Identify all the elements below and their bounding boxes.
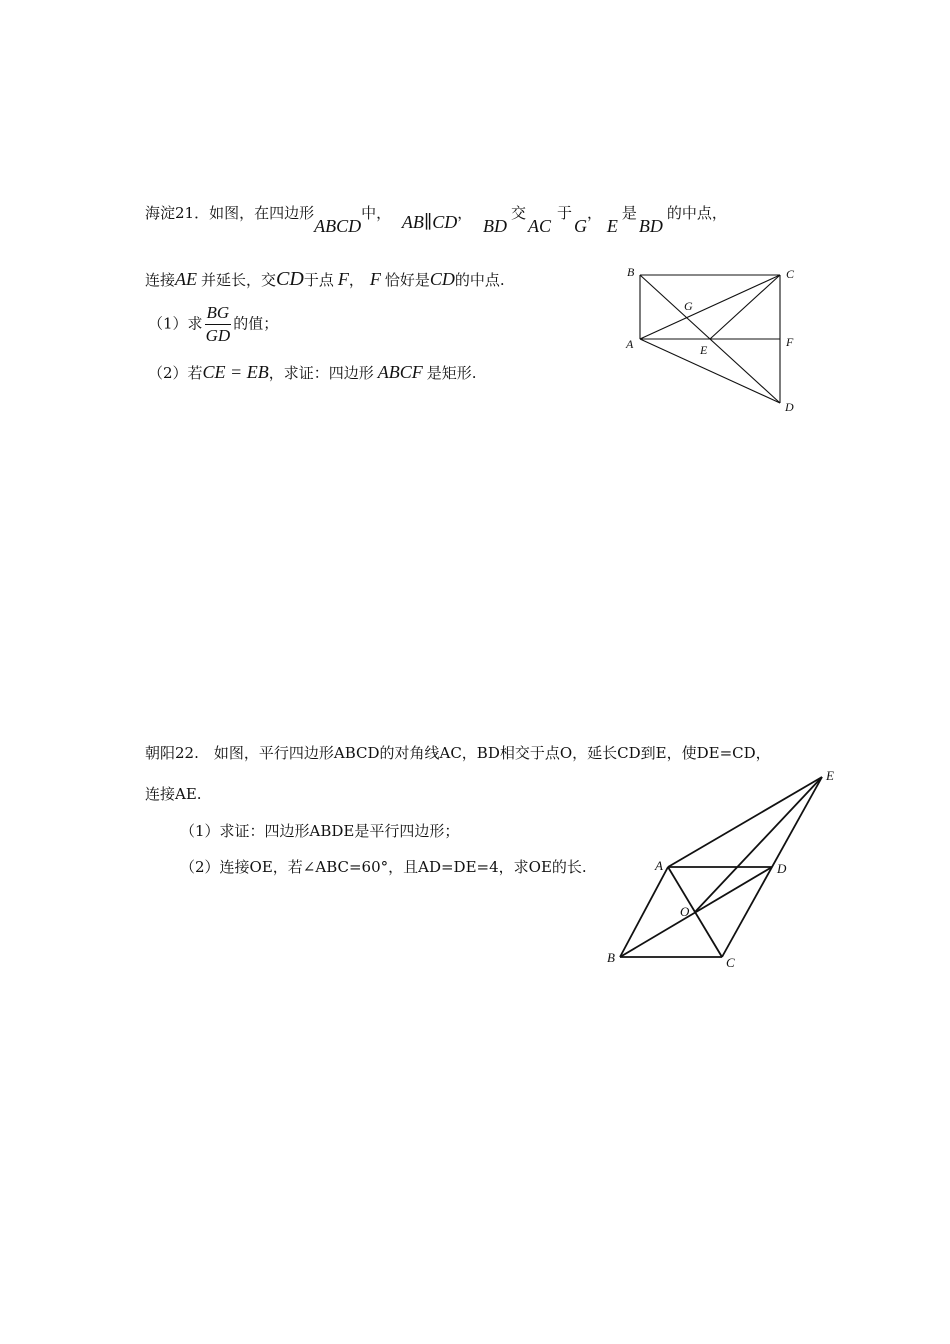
ae-label: AE [175, 269, 198, 289]
label-g: G [684, 299, 693, 313]
ab-parallel-cd: AB∥CD [401, 212, 458, 232]
q2-suffix: 是矩形. [426, 364, 477, 382]
problem1-question2 [148, 362, 476, 383]
label-o: O [680, 904, 690, 919]
problem2-line1: 朝阳22. 如图，平行四边形ABCD的对角线AC，BD相交于点O，延长CD到E，使DE=CD， [145, 744, 771, 762]
label-d: D [785, 400, 794, 414]
label-a: A [655, 858, 663, 873]
problem1-line1 [145, 202, 727, 236]
text-lianjie: 连接 [145, 271, 176, 289]
comma: ， [348, 271, 364, 289]
text-extend: 并延长，交 [201, 271, 277, 289]
segment-bd [640, 275, 780, 403]
segment-bd [620, 867, 772, 957]
label-e: E [700, 343, 708, 357]
quad-abcd: ABCD [314, 216, 362, 236]
label-d: D [777, 861, 787, 876]
q2-prefix: （2）若 [148, 364, 203, 382]
segment-ce [722, 777, 822, 957]
comma: ， [457, 204, 473, 222]
problem1-line2 [145, 268, 505, 291]
segment-oe [695, 777, 822, 912]
f-label: F [337, 269, 349, 289]
text-yudian: 于点 [303, 271, 334, 289]
e-label: E [606, 216, 618, 236]
segment-ad [640, 339, 780, 403]
segment-ab [620, 867, 668, 957]
text-midpoint-2: 的中点. [454, 271, 505, 289]
quad-abcf: ABCF [377, 362, 423, 382]
fraction-bg-gd [205, 302, 232, 347]
segment-ac [640, 275, 780, 339]
bd-label-2: BD [638, 216, 663, 236]
label-f: F [786, 335, 794, 349]
problem2-question1: （1）求证：四边形ABDE是平行四边形； [180, 822, 460, 840]
f-label-2: F [369, 269, 381, 289]
q2-mid: ，求证：四边形 [268, 364, 374, 382]
cd-label-2: CD [429, 269, 455, 289]
problem1-prefix: 海淀21．如图，在四边形 [145, 204, 315, 222]
segment-ac [668, 867, 722, 957]
problem2-line2: 连接AE. [145, 785, 202, 803]
text-midpoint: 的中点， [666, 204, 727, 222]
cd-label: CD [276, 268, 304, 290]
text-qiahao: 恰好是 [384, 271, 430, 289]
label-b: B [627, 265, 635, 279]
ce-eq-eb: CE = EB [202, 362, 269, 382]
label-a: A [626, 337, 634, 351]
label-b: B [607, 950, 615, 965]
fraction-numerator: BG [205, 302, 232, 325]
ac-label: AC [528, 216, 552, 236]
problem1-question1 [148, 302, 278, 347]
label-c: C [726, 955, 735, 970]
text-yu: 于 [557, 204, 573, 222]
comma: ， [587, 204, 603, 222]
problem2-question2: （2）连接OE，若∠ABC=60°，且AD=DE=4，求OE的长. [180, 858, 587, 876]
bd-label: BD [483, 216, 507, 236]
q1-suffix: 的值； [233, 314, 279, 333]
g-label: G [574, 216, 588, 236]
text-jiao: 交 [511, 204, 527, 222]
fraction-denominator: GD [205, 326, 231, 345]
text-zhong: 中， [361, 204, 392, 222]
label-c: C [786, 267, 795, 281]
segment-ae [668, 777, 822, 867]
segment-ce [710, 275, 780, 339]
q1-prefix: （1）求 [148, 314, 203, 333]
label-e: E [826, 768, 834, 783]
text-shi: 是 [621, 204, 637, 222]
